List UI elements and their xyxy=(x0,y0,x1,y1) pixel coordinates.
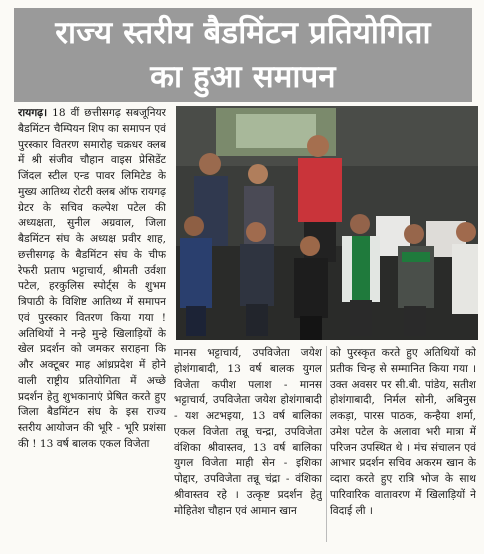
article-text-2: मानस भट्टाचार्य, उपविजेता जयेश होशंगाबादी, 13 वर्ष बालक युगल विजेता कपीश पलाश - मानस भट्टाचार्य, उपविजेता जयेश होशंगाबादी - यश अटभइया, 13 वर्ष बालिका एकल विजेता तन्नू चन्द्रा, उपविजेता वंशिका श्रीवास्तव, 13 वर्ष बालिका युगल विजेता माही सेन - इशिका पोद्दार, उपविजेता तन्नू चंद्रा - वंशिका श्रीवास्तव रहे । उत्कृष्ट प्रदर्शन हेतु मोहितेश चौहान एवं आमान खान xyxy=(174,347,322,517)
headline-line-2: का हुआ समापन xyxy=(150,59,336,95)
headline-line-1: राज्य स्तरीय बैडमिंटन प्रतियोगिता xyxy=(55,15,431,51)
column-divider xyxy=(326,346,327,542)
article-column-2 xyxy=(174,346,322,546)
article-column-1 xyxy=(18,106,166,546)
headline-banner xyxy=(14,8,472,102)
article-text-1: 18 वीं छत्तीसगढ़ सबजूनियर बैडमिंटन चैम्पियन शिप का समापन एवं पुरस्कार वितरण समारोह चक्रधर क्लब में श्री संजीव चौहान वाइस प्रेसिडेंट जिंदल स्टील एन्ड पावर लिमिटेड के मुख्य आतिथ्य रोटरी क्लब ऑफ रायगढ़ ग्रेटर के सचिव कल्पेश पटेल की अध्यक्षता, सुनील अग्रवाल, जिला बैडमिंटन संघ के अध्यक्ष प्रवीर शाह, छत्तीसगढ़ के बैडमिंटन संघ के चीफ रेफरी प्रताप भट्टाचार्य, श्रीमती उर्वशा पटेल, हरकुलिस स्पोर्ट्स के शुभम त्रिपाठी के विशिष्ट आतिथ्य में समापन एवं पुरस्कार वितरण किया गया ! अतिथियों ने नन्हे मुन्हे खिलाड़ियों के खेल प्रदर्शन को जमकर सराहना कि और अक्टूबर माह आंध्रप्रदेश में होने वाली राष्ट्रीय प्रतियोगिता में अच्छे प्रदर्शन हेतु शुभकानाएं प्रेषित करते हुए जिला बैडमिंटन संघ के इस राज्य स्तरीय आयोजन की भूरि - भूरि प्रशंसा की ! 13 वर्ष बालक एकल विजेता xyxy=(18,107,166,450)
dateline: रायगढ़। xyxy=(18,107,48,119)
photo-group-of-players xyxy=(176,106,478,340)
article-text-3: को पुरस्कृत करते हुए अतिथियों को प्रतीक चिन्ह से सम्मानित किया गया । उक्त अवसर पर सी.बी. पांडेय, सतीश होशंगाबादी, निर्मल सोनी, अबिनुस लकड़ा, पारस पाठक, कन्हैया शर्मा, उमेश पटेल के अलावा भरी मात्रा में परिजन उपस्थित थे । मंच संचालन एवं आभार प्रदर्शन सचिव अकरम खान के व्दारा करते हुए रात्रि भोज के साथ पारिवारिक वातावरण में खिलाड़ियों ने विदाई ली । xyxy=(330,347,476,517)
article-column-3 xyxy=(330,346,476,546)
news-photo xyxy=(176,106,478,340)
